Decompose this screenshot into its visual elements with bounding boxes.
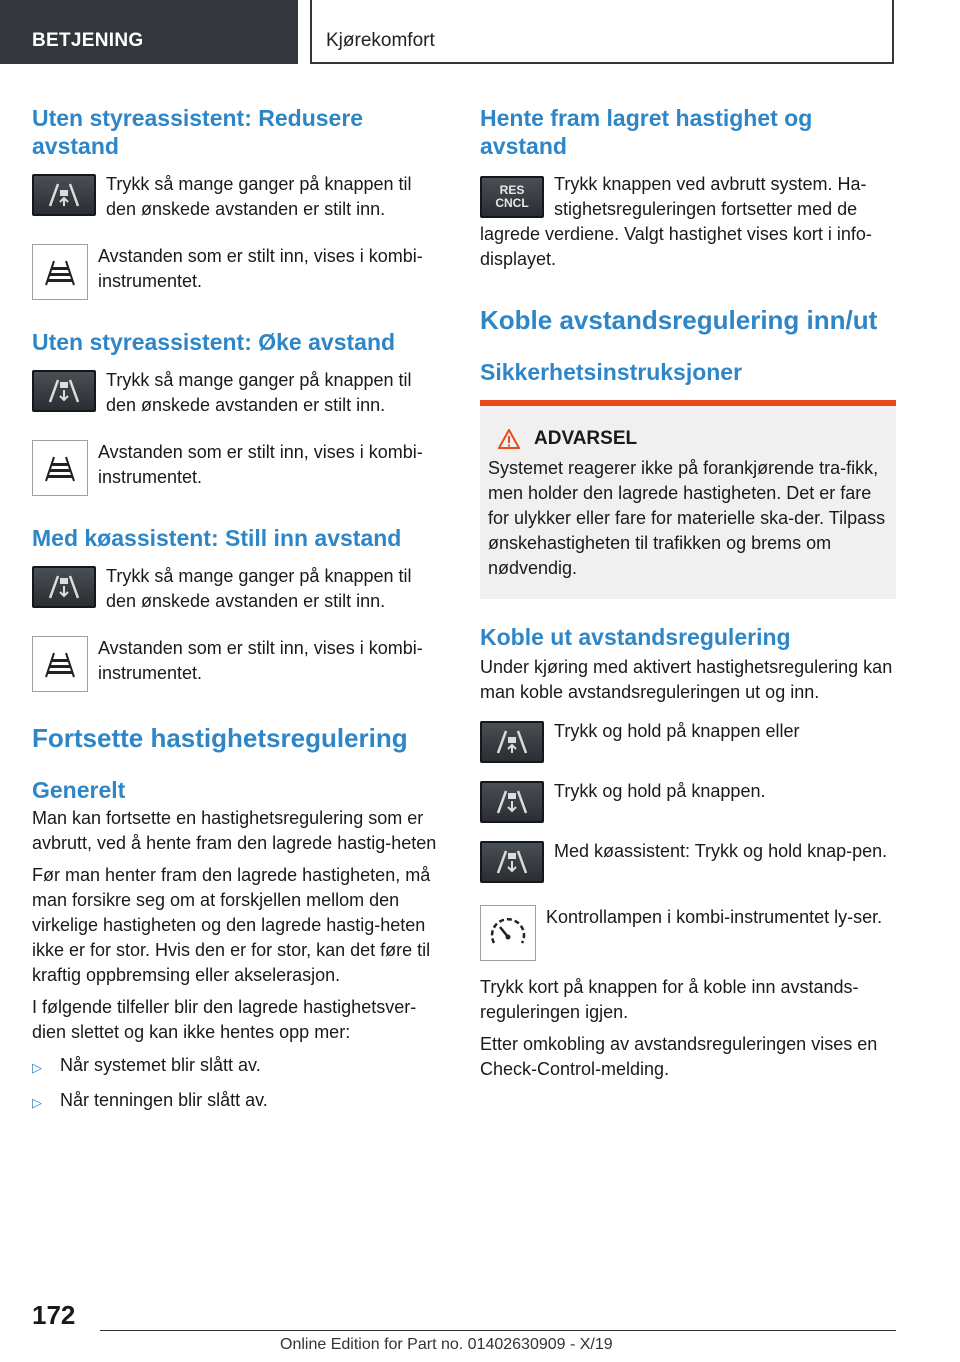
bullet-icon: ▷ [32, 1060, 42, 1075]
heading-increase-distance: Uten styreassistent: Øke avstand [32, 329, 396, 355]
paragraph: I følgende tilfeller blir den lagrede hastighetsver-dien slettet og kan ikke hentes opp mer: [32, 997, 417, 1042]
instruction-text: Trykk så mange ganger på knappen til den ønskede avstanden er stilt inn. [106, 566, 412, 611]
warning-title-text: ADVARSEL [534, 428, 638, 449]
section-label: BETJENING [32, 30, 144, 51]
heading-reduce-distance: Uten styreassistent: Redusere avstand [32, 105, 364, 159]
display-row [32, 636, 446, 692]
warning-triangle-icon [498, 429, 520, 449]
heading-disable-distance: Koble ut avstandsregulering [480, 624, 791, 650]
heading-toggle-distance: Koble avstandsregulering inn/ut [480, 305, 878, 335]
heading-recall-speed: Hente fram lagret hastighet og avstand [480, 105, 813, 159]
instruction-text: Trykk så mange ganger på knappen til den ønskede avstanden er stilt inn. [106, 370, 412, 415]
heading-resume-cruise: Fortsette hastighetsregulering [32, 723, 408, 753]
paragraph: Under kjøring med aktivert hastighetsregulering kan man koble avstandsreguleringen ut og inn. [480, 657, 893, 702]
display-text: Avstanden som er stilt inn, vises i kombi-instrumentet. [98, 442, 423, 487]
section-tab [0, 0, 298, 64]
instruction-text: Trykk og hold på knappen eller [554, 721, 800, 741]
list-item [32, 1053, 446, 1080]
instruction-block [480, 172, 896, 272]
warning-text: Systemet reagerer ikke på forankjørende tra-fikk, men holder den lagrede hastigheten. Det er fare for ulykker eller fare for materielle ska-der. Tilpass ønskehastigheten til trafikken og brems om nødvendig. [488, 458, 886, 578]
instruction-row [32, 368, 446, 418]
instruction-text: Trykk knappen ved avbrutt system. Ha-stighetsreguleringen fortsetter med de lagrede verdiene. Valgt hastighet vises kort i info-displayet. [480, 174, 872, 269]
list-item-text: Når systemet blir slått av. [60, 1055, 261, 1075]
distance-button-icon [480, 781, 544, 823]
footer-divider [100, 1330, 896, 1331]
distance-display-icon [32, 440, 88, 496]
distance-button-icon [480, 721, 544, 763]
paragraph: Trykk kort på knappen for å koble inn avstands-reguleringen igjen. [480, 977, 859, 1022]
distance-display-icon [32, 636, 88, 692]
heading-queue-assist: Med køassistent: Still inn avstand [32, 525, 402, 551]
display-text: Avstanden som er stilt inn, vises i kombi-instrumentet. [98, 638, 423, 683]
bullet-icon: ▷ [32, 1095, 42, 1110]
display-row [32, 440, 446, 496]
instruction-text: Trykk så mange ganger på knappen til den ønskede avstanden er stilt inn. [106, 174, 412, 219]
speedometer-indicator-icon [480, 905, 536, 961]
cncl-label: CNCL [495, 196, 529, 210]
paragraph: Etter omkobling av avstandsreguleringen vises en Check-Control-melding. [480, 1034, 878, 1079]
paragraph: Man kan fortsette en hastighetsregulering som er avbrutt, ved å hente fram den lagrede hastig-heten [32, 808, 437, 853]
instruction-row [32, 564, 446, 614]
display-text: Avstanden som er stilt inn, vises i kombi-instrumentet. [98, 246, 423, 291]
instruction-text: Med køassistent: Trykk og hold knap-pen. [554, 841, 888, 861]
instruction-row [480, 839, 896, 883]
display-row [480, 905, 896, 961]
list-item [32, 1088, 446, 1115]
res-label: RES [499, 183, 525, 197]
res-cncl-button-icon [480, 176, 544, 218]
paragraph: Før man henter fram den lagrede hastigheten, må man forsikre seg om at forskjellen mellom den virkelige hastigheten og den lagrede hastig-heten ikke er for stor. Hvis den er for stor, kan det føre til kraftig oppbremsing eller akselerasjon. [32, 865, 431, 985]
distance-button-icon [32, 174, 96, 216]
distance-button-icon [32, 370, 96, 412]
page-number: 172 [32, 1300, 76, 1330]
warning-title [498, 428, 888, 450]
instruction-row [32, 172, 446, 222]
instruction-row [480, 779, 896, 823]
footer-edition: Online Edition for Part no. 01402630909 - X/19 [280, 1336, 613, 1353]
warning-box [480, 400, 896, 599]
subheading-safety: Sikkerhetsinstruksjoner [480, 359, 743, 385]
chapter-tab [310, 0, 894, 64]
right-column [480, 100, 896, 1082]
chapter-label: Kjørekomfort [326, 30, 435, 51]
instruction-row [480, 719, 896, 763]
display-text: Kontrollampen i kombi-instrumentet ly-ser. [546, 907, 883, 927]
list-item-text: Når tenningen blir slått av. [60, 1090, 268, 1110]
left-column [32, 100, 446, 1115]
distance-display-icon [32, 244, 88, 300]
subheading-general: Generelt [32, 777, 126, 803]
distance-button-icon [32, 566, 96, 608]
distance-button-icon [480, 841, 544, 883]
instruction-text: Trykk og hold på knappen. [554, 781, 766, 801]
display-row [32, 244, 446, 300]
